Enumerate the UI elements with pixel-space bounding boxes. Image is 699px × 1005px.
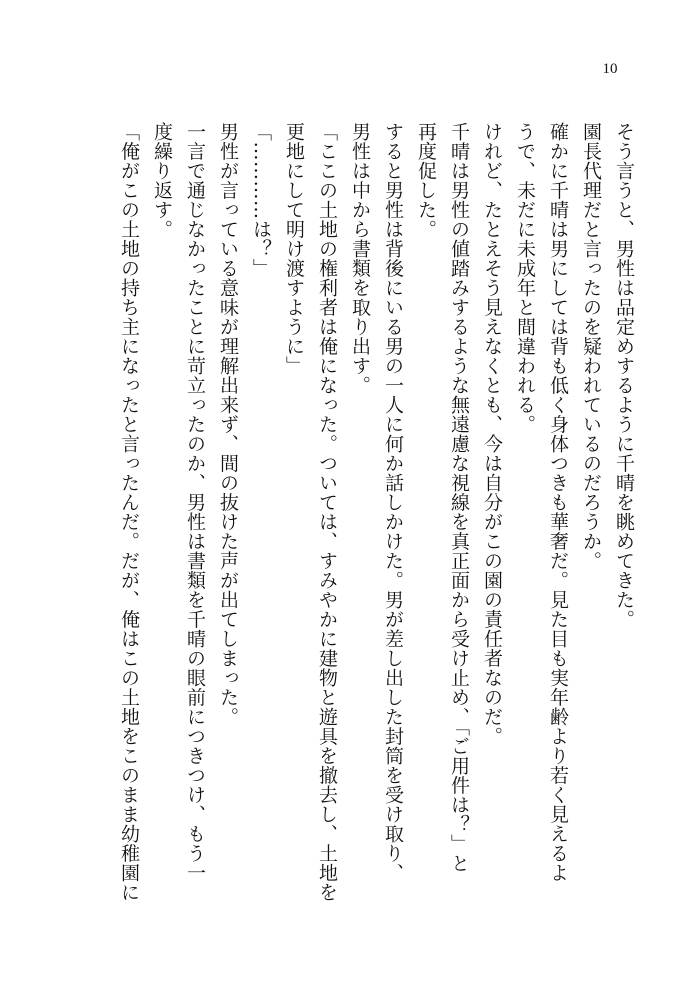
text-line: 園長代理だと言ったのを疑われているのだろうか。: [580, 122, 602, 571]
text-line: 更地にして明け渡すように」: [283, 122, 305, 376]
text-line: 再度促した。: [415, 122, 437, 239]
text-line: 男性が言っている意味が理解出来ず、間の抜けた声が出てしまった。: [217, 122, 239, 727]
text-line: 千晴は男性の値踏みするような無遠慮な視線を真正面から受け止め、「ご用件は？」と: [448, 122, 470, 873]
text-line: 「…………は？」: [250, 122, 272, 278]
text-line: そう言うと、男性は品定めするように千晴を眺めてきた。: [613, 122, 635, 629]
text-line: 度繰り返す。: [151, 122, 173, 239]
text-line: すると男性は背後にいる男の一人に何か話しかけた。男が差し出した封筒を受け取り、: [382, 122, 404, 883]
text-line: うで、未だに未成年と間違われる。: [514, 122, 536, 434]
vertical-body-text: [92, 122, 640, 942]
text-line: 男性は中から書類を取り出す。: [349, 122, 371, 395]
page-number: 10: [602, 61, 618, 77]
text-line: 一言で通じなかったことに苛立ったのか、男性は書類を千晴の眼前につきつけ、もう一: [184, 122, 206, 883]
text-line: 「俺がこの土地の持ち主になったと言ったんだ。だが、俺はこの土地をこのまま幼稚園に: [118, 122, 140, 902]
text-line: 「ここの土地の権利者は俺になった。ついては、すみやかに建物と遊具を撤去し、土地を: [316, 122, 338, 902]
text-line: 確かに千晴は男にしては背も低く身体つきも華奢だ。見た目も実年齢より若く見えるよ: [547, 122, 569, 883]
text-line: けれど、たとえそう見えなくとも、今は自分がこの園の責任者なのだ。: [481, 122, 503, 746]
